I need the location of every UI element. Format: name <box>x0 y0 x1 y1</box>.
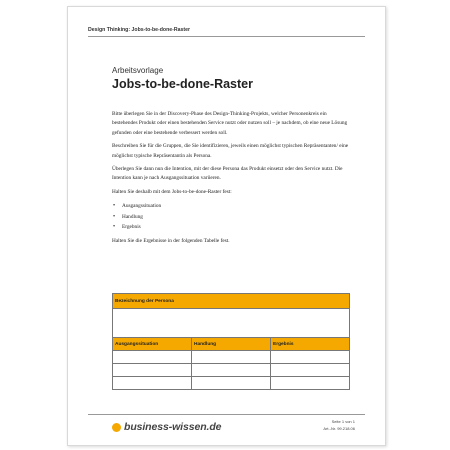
column-header: Handlung <box>192 338 271 351</box>
bullet-icon: • <box>113 203 116 210</box>
column-header: Ausgangssituation <box>113 338 192 351</box>
document-kicker: Arbeitsvorlage <box>112 66 164 75</box>
paragraph: Beschreiben Sie für die Gruppen, die Sie identifizieren, jeweils einen möglichst typischen Repräsentanten/ eine möglichst typische Repräsentantin als Persona. <box>112 143 349 159</box>
brand-logo <box>112 421 221 433</box>
list-item: • Ausgangssituation <box>122 201 350 212</box>
article-number: Art.-Nr. 99.218.06 <box>323 426 355 431</box>
table-cell[interactable] <box>192 364 271 377</box>
table-row <box>113 364 350 377</box>
bullet-icon: • <box>113 213 116 220</box>
column-header: Ergebnis <box>271 338 350 351</box>
table-cell[interactable] <box>192 351 271 364</box>
logo-dot-icon <box>112 423 121 432</box>
persona-input-row <box>113 309 350 338</box>
table-cell[interactable] <box>271 377 350 390</box>
closing-paragraph: Halten Sie die Ergebnisse in der folgenden Tabelle fest. <box>112 237 230 244</box>
logo-text: business-wissen.de <box>124 421 222 433</box>
table-cell[interactable] <box>192 377 271 390</box>
document-title: Jobs-to-be-done-Raster <box>112 77 253 91</box>
column-header-row <box>113 338 350 351</box>
bullet-icon: • <box>113 224 116 231</box>
table-cell[interactable] <box>113 364 192 377</box>
footer-meta <box>323 418 355 432</box>
paragraph: Halten Sie deshalb mit dem Jobs-to-be-done-Raster fest: <box>112 188 232 195</box>
jtbd-table <box>112 293 350 390</box>
persona-header-cell: Bezeichnung der Persona <box>113 294 350 309</box>
document-body <box>112 110 350 250</box>
table-cell[interactable] <box>271 364 350 377</box>
list-item: • Ergebnis <box>122 222 350 233</box>
table-cell[interactable] <box>271 351 350 364</box>
page-info: Seite 1 von 1 <box>331 419 355 424</box>
footer-divider <box>88 414 365 415</box>
bullet-list <box>112 201 350 233</box>
table-row <box>113 377 350 390</box>
persona-header-row <box>113 294 350 309</box>
table-cell[interactable] <box>113 377 192 390</box>
document-page <box>67 6 386 446</box>
paragraph: Bitte überlegen Sie in der Discovery-Phase des Design-Thinking-Projekts, welcher Personenkreis ein bestehendes Produkt oder einen bestehenden Service nutzt oder nutzen soll – je nachdem, ob eine neue Lösung gefunden oder eine bestehende verbessert werden soll. <box>112 111 348 136</box>
persona-input-cell[interactable] <box>113 309 350 338</box>
paragraph: Überlegen Sie dann nun die Intention, mit der diese Persona das Produkt einsetzt oder den Service nutzt. Die Intention kann je nach Ausgangssituation variieren. <box>112 166 343 182</box>
running-header: Design Thinking: Jobs-to-be-done-Raster <box>88 27 191 33</box>
table-row <box>113 351 350 364</box>
header-divider <box>88 36 365 37</box>
table-cell[interactable] <box>113 351 192 364</box>
list-item: • Handlung <box>122 212 350 223</box>
